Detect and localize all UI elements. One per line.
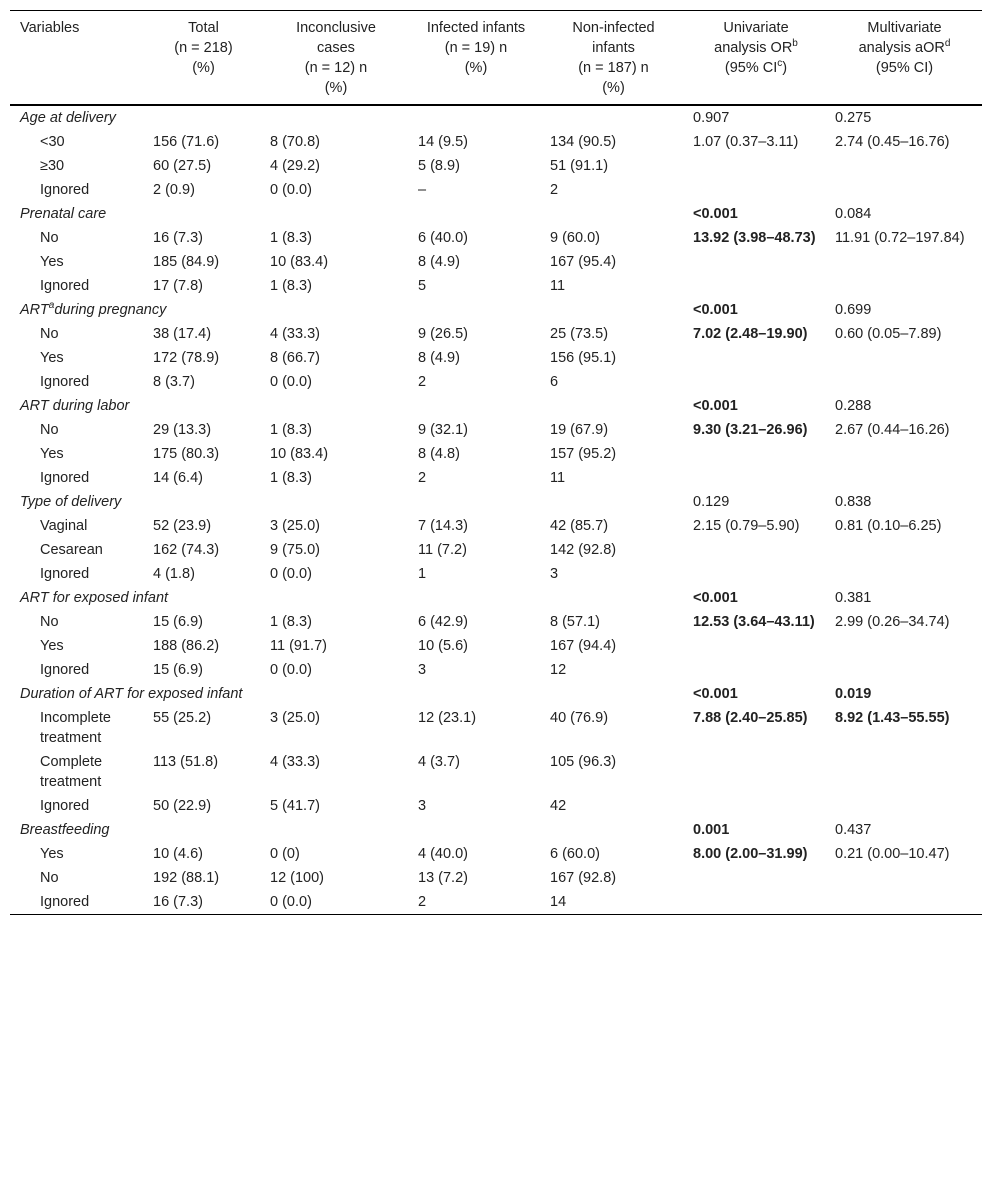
table-row: No 29 (13.3) 1 (8.3) 9 (32.1) 19 (67.9) 9.30 (3.21–26.96) 2.67 (0.44–16.26) — [40, 422, 950, 438]
group-row: ART for exposed infant <0.001 0.381 — [20, 590, 872, 606]
table-header — [10, 11, 982, 106]
table-row: Cesarean 162 (74.3) 9 (75.0) 11 (7.2) 142 (92.8) — [40, 542, 617, 558]
header-total: Total (n = 218) (%) — [174, 20, 233, 76]
table-body — [10, 105, 982, 915]
table-row: Yes 175 (80.3) 10 (83.4) 8 (4.8) 157 (95.2) — [40, 446, 617, 462]
table-row: Yes 10 (4.6) 0 (0) 4 (40.0) 6 (60.0) 8.00 (2.00–31.99) 0.21 (0.00–10.47) — [40, 846, 950, 862]
group-row: ART$^a$during pregnancy <0.001 0.699 — [20, 300, 872, 318]
table-row: No 15 (6.9) 1 (8.3) 6 (42.9) 8 (57.1) 12.53 (3.64–43.11) 2.99 (0.26–34.74) — [40, 614, 950, 630]
results-table — [10, 10, 982, 915]
table-row: Ignored 50 (22.9) 5 (41.7) 3 42 — [40, 798, 567, 814]
table-row: Ignored 4 (1.8) 0 (0.0) 1 3 — [40, 566, 559, 582]
table-row: Ignored 14 (6.4) 1 (8.3) 2 11 — [40, 470, 566, 486]
group-row: Prenatal care <0.001 0.084 — [20, 206, 872, 222]
table-row: No 192 (88.1) 12 (100) 13 (7.2) 167 (92.8) — [40, 870, 617, 886]
table-row: Yes 188 (86.2) 11 (91.7) 10 (5.6) 167 (94.4) — [40, 638, 617, 654]
group-row: Age at delivery 0.907 0.275 — [20, 110, 872, 126]
table-row: Ignored 17 (7.8) 1 (8.3) 5 11 — [40, 278, 566, 294]
table-row: Ignored 16 (7.3) 0 (0.0) 2 14 — [10, 890, 982, 915]
header-noninfected: Non-infected infants (n = 187) n (%) — [572, 20, 655, 96]
table-row: Ignored 8 (3.7) 0 (0.0) 2 6 — [40, 374, 559, 390]
table-row: <30 156 (71.6) 8 (70.8) 14 (9.5) 134 (90.5) 1.07 (0.37–3.11) 2.74 (0.45–16.76) — [40, 134, 950, 150]
table-row: Vaginal 52 (23.9) 3 (25.0) 7 (14.3) 42 (85.7) 2.15 (0.79–5.90) 0.81 (0.10–6.25) — [40, 518, 942, 534]
header-multivariate: Multivariate analysis aOR$^d$ (95% CI) — [858, 20, 951, 76]
header-variables: Variables — [20, 20, 80, 36]
group-row: Duration of ART for exposed infant <0.001 0.019 — [20, 686, 872, 702]
table-row: ≥30 60 (27.5) 4 (29.2) 5 (8.9) 51 (91.1) — [40, 158, 609, 174]
table-row: Yes 172 (78.9) 8 (66.7) 8 (4.9) 156 (95.1) — [40, 350, 617, 366]
table-row: Complete treatment 113 (51.8) 4 (33.3) 4 (3.7) 105 (96.3) — [40, 754, 617, 790]
group-row: Type of delivery 0.129 0.838 — [20, 494, 872, 510]
header-univariate: Univariate analysis $OR^b$ (95% $CI^c$) — [714, 20, 798, 76]
table-row: No 38 (17.4) 4 (33.3) 9 (26.5) 25 (73.5) 7.02 (2.48–19.90) 0.60 (0.05–7.89) — [40, 326, 942, 342]
header-infected: Infected infants (n = 19) n (%) — [426, 20, 526, 76]
table-row: Yes 185 (84.9) 10 (83.4) 8 (4.9) 167 (95.4) — [40, 254, 617, 270]
table-row: Ignored 15 (6.9) 0 (0.0) 3 12 — [40, 662, 567, 678]
table-row: Incomplete treatment 55 (25.2) 3 (25.0) 12 (23.1) 40 (76.9) 7.88 (2.40–25.85) 8.92 (1.43–55.55) — [40, 710, 950, 746]
table-row: Ignored 2 (0.9) 0 (0.0) – 2 — [40, 182, 559, 198]
table-row: No 16 (7.3) 1 (8.3) 6 (40.0) 9 (60.0) 13.92 (3.98–48.73) 11.91 (0.72–197.84) — [40, 230, 965, 246]
group-row: Breastfeeding 0.001 0.437 — [20, 822, 872, 838]
group-row: ART during labor <0.001 0.288 — [20, 398, 872, 414]
header-inconclusive: Inconclusive cases (n = 12) n (%) — [296, 20, 376, 96]
